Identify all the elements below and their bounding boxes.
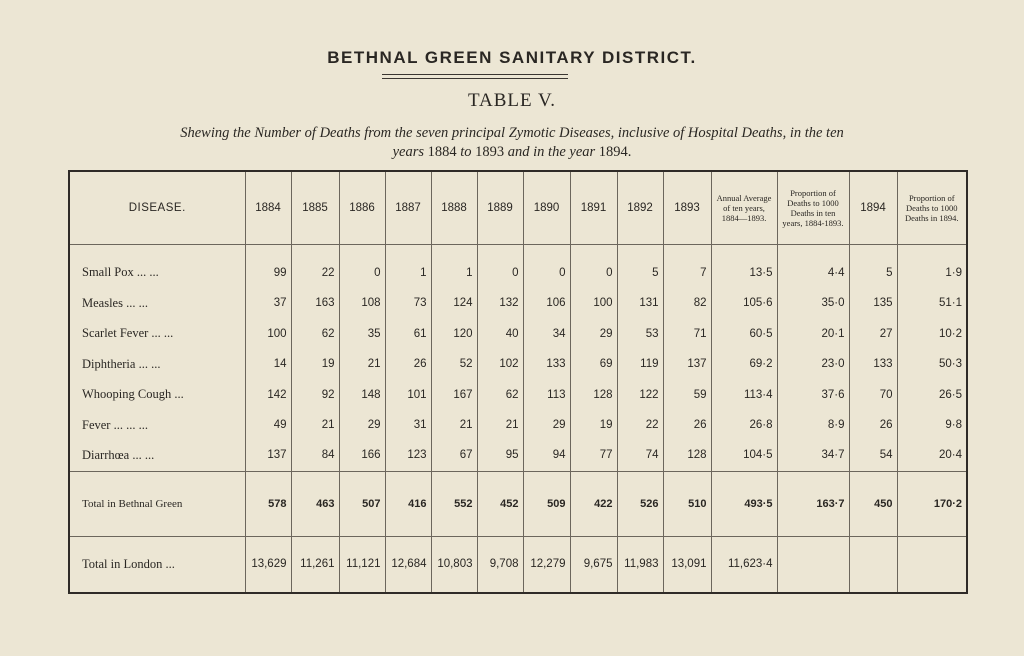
table-cell: 132: [477, 288, 523, 318]
table-cell: 1·9: [897, 245, 967, 289]
col-proportion-1894: Proportion of Deaths to 1000 Deaths in 1894.: [897, 171, 967, 245]
table-cell: 60·5: [711, 319, 777, 349]
table-cell: 12,279: [523, 536, 570, 593]
table-subtitle: [40, 124, 984, 162]
col-1889: 1889: [477, 171, 523, 245]
table-cell: 19: [291, 349, 339, 379]
table-cell: 40: [477, 319, 523, 349]
table-cell: 5: [849, 245, 897, 289]
table-cell: 26·8: [711, 410, 777, 440]
col-1887: 1887: [385, 171, 431, 245]
table-cell: 422: [570, 471, 617, 536]
table-cell: 493·5: [711, 471, 777, 536]
col-1891: 1891: [570, 171, 617, 245]
table-cell: 26: [663, 410, 711, 440]
table-cell: 26: [849, 410, 897, 440]
table-cell: 0: [339, 245, 385, 289]
table-cell: 95: [477, 440, 523, 471]
table-cell: 133: [849, 349, 897, 379]
col-1888: 1888: [431, 171, 477, 245]
table-cell: 69: [570, 349, 617, 379]
disease-name: Small Pox ... ...: [82, 265, 159, 280]
table-cell: 53: [617, 319, 663, 349]
table-cell: 51·1: [897, 288, 967, 318]
table-cell: 22: [291, 245, 339, 289]
table-cell: 29: [570, 319, 617, 349]
disease-name: Total in London ...: [69, 536, 245, 593]
table-cell: 106: [523, 288, 570, 318]
table-cell: 167: [431, 379, 477, 409]
table-cell: 77: [570, 440, 617, 471]
table-cell: 10,803: [431, 536, 477, 593]
table-cell: 450: [849, 471, 897, 536]
table-cell: 13·5: [711, 245, 777, 289]
disease-name: Fever ... ... ...: [82, 417, 148, 432]
table-cell: 54: [849, 440, 897, 471]
col-proportion-ten-years: Proportion of Deaths to 1000 Deaths in ten years, 1884-1893.: [777, 171, 849, 245]
table-cell: 9,708: [477, 536, 523, 593]
table-cell: 163: [291, 288, 339, 318]
col-1890: 1890: [523, 171, 570, 245]
disease-name: Diphtheria ... ...: [82, 356, 161, 371]
total-london-row: [69, 536, 967, 593]
table-cell: 122: [617, 379, 663, 409]
table-cell: 128: [570, 379, 617, 409]
table-cell: 62: [291, 319, 339, 349]
table-cell: 29: [523, 410, 570, 440]
table-cell: 26·5: [897, 379, 967, 409]
col-1892: 1892: [617, 171, 663, 245]
table-cell: 21: [477, 410, 523, 440]
table-cell: 101: [385, 379, 431, 409]
table-cell: 13,091: [663, 536, 711, 593]
table-cell: 119: [617, 349, 663, 379]
disease-name: Total in Bethnal Green: [69, 471, 245, 536]
table-cell: 35: [339, 319, 385, 349]
table-cell: 37·6: [777, 379, 849, 409]
table-cell: 84: [291, 440, 339, 471]
table-cell: 123: [385, 440, 431, 471]
table-cell: 1: [385, 245, 431, 289]
table-cell: [897, 536, 967, 593]
table-cell: 92: [291, 379, 339, 409]
table-cell: 4·4: [777, 245, 849, 289]
table-cell: 9,675: [570, 536, 617, 593]
table-cell: 137: [663, 349, 711, 379]
table-cell: 27: [849, 319, 897, 349]
table-cell: 20·1: [777, 319, 849, 349]
table-cell: 62: [477, 379, 523, 409]
table-cell: 102: [477, 349, 523, 379]
table-cell: 61: [385, 319, 431, 349]
table-cell: 1: [431, 245, 477, 289]
table-cell: 11,261: [291, 536, 339, 593]
col-1886: 1886: [339, 171, 385, 245]
table-row: [69, 288, 967, 318]
table-cell: 94: [523, 440, 570, 471]
table-cell: 7: [663, 245, 711, 289]
table-cell: [849, 536, 897, 593]
table-cell: 19: [570, 410, 617, 440]
disease-name: Diarrhœa ... ...: [82, 447, 155, 462]
table-cell: 35·0: [777, 288, 849, 318]
table-cell: 11,623·4: [711, 536, 777, 593]
col-1893: 1893: [663, 171, 711, 245]
table-cell: 104·5: [711, 440, 777, 471]
table-cell: 135: [849, 288, 897, 318]
table-cell: 59: [663, 379, 711, 409]
table-cell: 166: [339, 440, 385, 471]
disease-name: Measles ... ...: [82, 295, 148, 310]
table-cell: 49: [245, 410, 291, 440]
table-row: [69, 245, 967, 289]
table-cell: 416: [385, 471, 431, 536]
table-cell: 26: [385, 349, 431, 379]
table-row: [69, 379, 967, 409]
heading-rule-bottom: [382, 78, 568, 79]
table-cell: 34: [523, 319, 570, 349]
table-cell: 52: [431, 349, 477, 379]
table-title: TABLE V.: [467, 90, 557, 111]
col-1884: 1884: [245, 171, 291, 245]
col-annual-average: Annual Average of ten years, 1884—1893.: [711, 171, 777, 245]
table-cell: 148: [339, 379, 385, 409]
col-1894: 1894: [849, 171, 897, 245]
table-cell: 34·7: [777, 440, 849, 471]
col-1885: 1885: [291, 171, 339, 245]
table-cell: 452: [477, 471, 523, 536]
table-cell: 14: [245, 349, 291, 379]
table-cell: 100: [245, 319, 291, 349]
table-cell: 142: [245, 379, 291, 409]
subtitle-year-start: 1884: [427, 144, 457, 160]
table-cell: 0: [523, 245, 570, 289]
table-cell: 74: [617, 440, 663, 471]
table-cell: 137: [245, 440, 291, 471]
subtitle-to-word: to: [460, 144, 472, 160]
table-cell: 552: [431, 471, 477, 536]
subtitle-years-word: years: [392, 144, 424, 160]
table-cell: 0: [570, 245, 617, 289]
table-row: [69, 410, 967, 440]
table-cell: 21: [339, 349, 385, 379]
table-cell: 113·4: [711, 379, 777, 409]
header-row: [69, 171, 967, 245]
table-row: [69, 319, 967, 349]
table-cell: 120: [431, 319, 477, 349]
table-cell: 108: [339, 288, 385, 318]
table-cell: 11,121: [339, 536, 385, 593]
table-cell: 128: [663, 440, 711, 471]
table-row: [69, 349, 967, 379]
table-cell: 20·4: [897, 440, 967, 471]
col-disease: DISEASE.: [69, 171, 245, 245]
subtitle-and-year: and in the year: [507, 144, 596, 160]
table-cell: 170·2: [897, 471, 967, 536]
table-cell: 131: [617, 288, 663, 318]
table-cell: 113: [523, 379, 570, 409]
table-cell: 37: [245, 288, 291, 318]
table-cell: 82: [663, 288, 711, 318]
table-cell: 578: [245, 471, 291, 536]
disease-name: Whooping Cough ...: [82, 387, 184, 402]
table-cell: 69·2: [711, 349, 777, 379]
table-cell: 510: [663, 471, 711, 536]
subtitle-year-current: 1894.: [598, 144, 632, 160]
table-cell: 50·3: [897, 349, 967, 379]
table-cell: 163·7: [777, 471, 849, 536]
deaths-table: [68, 170, 968, 594]
district-heading: BETHNAL GREEN SANITARY DISTRICT.: [327, 48, 697, 67]
table-cell: 5: [617, 245, 663, 289]
subtitle-line1: Shewing the Number of Deaths from the seven principal Zymotic Diseases, inclusive of Hospital Deaths, in the ten: [180, 125, 844, 141]
table-cell: 22: [617, 410, 663, 440]
table-cell: 12,684: [385, 536, 431, 593]
table-cell: 73: [385, 288, 431, 318]
table-cell: 70: [849, 379, 897, 409]
table-cell: 31: [385, 410, 431, 440]
table-cell: 29: [339, 410, 385, 440]
table-cell: 124: [431, 288, 477, 318]
subtitle-year-end: 1893: [475, 144, 505, 160]
table-cell: 507: [339, 471, 385, 536]
table-cell: 11,983: [617, 536, 663, 593]
table-cell: 463: [291, 471, 339, 536]
table-cell: 526: [617, 471, 663, 536]
table-cell: 105·6: [711, 288, 777, 318]
table-cell: 0: [477, 245, 523, 289]
table-cell: [777, 536, 849, 593]
table-cell: 23·0: [777, 349, 849, 379]
table-cell: 13,629: [245, 536, 291, 593]
table-cell: 8·9: [777, 410, 849, 440]
total-bethnal-green-row: [69, 471, 967, 536]
table-cell: 99: [245, 245, 291, 289]
table-cell: 10·2: [897, 319, 967, 349]
table-cell: 100: [570, 288, 617, 318]
heading-rule-top: [382, 74, 568, 75]
disease-name: Scarlet Fever ... ...: [82, 326, 174, 341]
table-body: [69, 245, 967, 594]
table-cell: 71: [663, 319, 711, 349]
table-cell: 509: [523, 471, 570, 536]
table-cell: 9·8: [897, 410, 967, 440]
table-cell: 67: [431, 440, 477, 471]
table-cell: 21: [291, 410, 339, 440]
table-row: [69, 440, 967, 471]
table-cell: 133: [523, 349, 570, 379]
table-cell: 21: [431, 410, 477, 440]
